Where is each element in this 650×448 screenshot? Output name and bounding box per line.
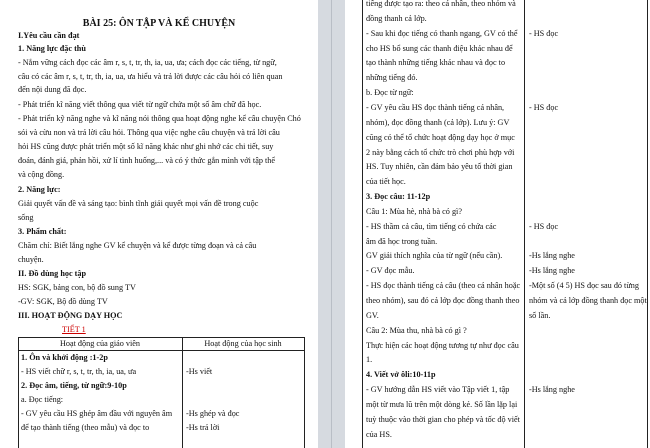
text-line: đoán, đánh giá, phản hồi, xử lí tình huống,... và có ý thức gắn mình với tập thể bbox=[18, 156, 275, 165]
section-heading: III. HOẠT ĐỘNG DẠY HỌC bbox=[18, 311, 123, 320]
table-border bbox=[524, 0, 525, 448]
table-cell: - HS đọc bbox=[529, 103, 559, 112]
table-cell: của HS. bbox=[366, 430, 392, 439]
table-cell: - GV hướng dẫn HS viết vào Tập viết 1, tập bbox=[366, 385, 510, 394]
text-line: sói và cừu non và trả lời câu hỏi. Thông qua việc nghe câu chuyện và trả lời câu bbox=[18, 128, 280, 137]
subsection-heading: 1. Năng lực đặc thù bbox=[18, 44, 86, 53]
table-cell: Thực hiện các hoạt động tương tự như đọc câu bbox=[366, 341, 519, 350]
table-cell: a. Đọc tiếng: bbox=[21, 395, 64, 404]
table-border bbox=[182, 337, 183, 448]
table-border bbox=[362, 0, 363, 448]
table-cell: 1. bbox=[366, 355, 373, 364]
text-line: - Nắm vững cách đọc các âm r, s, t, tr, th, ia, ua, ưa; cách đọc các tiếng, từ ngữ, bbox=[18, 58, 277, 67]
subsection-heading: 2. Năng lực: bbox=[18, 185, 61, 194]
table-cell: - HS thầm cả câu, tìm tiếng có chứa các bbox=[366, 222, 497, 231]
table-cell: -Một số (4 5) HS đọc sau đó từng bbox=[529, 281, 639, 290]
table-cell: - HS đọc bbox=[529, 222, 559, 231]
table-cell: Câu 2: Mùa thu, nhà bà có gì ? bbox=[366, 326, 467, 335]
table-border bbox=[18, 350, 305, 351]
text-line: đến nội dung đã đọc. bbox=[18, 85, 87, 94]
table-cell: Câu 1: Mùa hè, nhà bà có gì? bbox=[366, 207, 462, 216]
page-divider bbox=[331, 0, 332, 448]
table-cell: một từ mưa lũ trên một dòng kẻ. Số lần lặp lại bbox=[366, 400, 518, 409]
table-header-student: Hoạt động của học sinh bbox=[204, 339, 282, 348]
table-cell: 3. Đọc câu: 11-12p bbox=[366, 192, 431, 201]
text-line: và cộng đồng. bbox=[18, 170, 65, 179]
table-cell: âm đã học trong tuần. bbox=[366, 237, 438, 246]
table-cell: -Hs lắng nghe bbox=[529, 266, 575, 275]
table-cell: - GV đọc mẫu. bbox=[366, 266, 415, 275]
table-cell: cho HS bổ sung các thanh điệu khác nhau để bbox=[366, 44, 513, 53]
text-line: Chăm chỉ: Biết lắng nghe GV kể chuyện và kể được từng đoạn và cả câu bbox=[18, 241, 257, 250]
table-cell: theo nhóm), sau đó cả lớp đọc đồng thanh theo bbox=[366, 296, 520, 305]
table-cell: HS. Tuy nhiên, cần đảm bảo yêu tố thời gian bbox=[366, 162, 513, 171]
table-cell: -Hs viết bbox=[186, 367, 213, 376]
table-border bbox=[304, 337, 305, 448]
table-border bbox=[18, 337, 19, 448]
period-label: TIẾT 1 bbox=[62, 325, 86, 334]
table-cell: 2 này bằng cách tổ chức trò chơi phù hợp với bbox=[366, 148, 515, 157]
text-line: - Phát triển kỹ năng nghe và kĩ năng nói thông qua hoạt động nghe kể câu chuyện Chó bbox=[18, 114, 301, 123]
table-cell: những tiếng đó. bbox=[366, 73, 418, 82]
table-cell: đồng thanh cả lớp. bbox=[366, 14, 427, 23]
text-line: -GV: SGK, Bộ đồ dùng TV bbox=[18, 297, 108, 306]
table-cell: số lần. bbox=[529, 311, 551, 320]
table-cell: b. Đọc từ ngữ: bbox=[366, 88, 414, 97]
table-cell: tiếng được tạo ra: theo cá nhân, theo nhóm và bbox=[366, 0, 516, 8]
table-cell: cũng có thể tổ chức hoạt động dạy học ở mục bbox=[366, 133, 515, 142]
table-cell: 4. Viết vở ôli:10-11p bbox=[366, 370, 436, 379]
table-cell: - GV yêu cầu HS đọc thành tiếng cá nhân, bbox=[366, 103, 505, 112]
table-cell: của tiết học. bbox=[366, 177, 406, 186]
table-cell: - HS đọc bbox=[529, 29, 559, 38]
table-cell: - Sau khi đọc tiếng có thanh ngang, GV có thể bbox=[366, 29, 518, 38]
subsection-heading: 3. Phẩm chất: bbox=[18, 227, 67, 236]
table-cell: -Hs lắng nghe bbox=[529, 385, 575, 394]
table-cell: - HS đọc thành tiếng cả câu (theo cá nhân hoặc bbox=[366, 281, 521, 290]
text-line: chuyện. bbox=[18, 255, 44, 264]
text-line: - Phát triển kĩ năng viết thông qua viết từ ngữ chứa một số âm chữ đã học. bbox=[18, 100, 262, 109]
text-line: hỏi HS cũng được phát triển một số kĩ năng khác như ghi nhớ các chi tiết, suy bbox=[18, 142, 274, 151]
text-line: câu có các âm r, s, t, tr, th, ia, ua, ưa hiểu và trả lời được các câu hỏi có liên quan bbox=[18, 72, 283, 81]
table-cell: để tạo thành tiếng (theo mẫu) và đọc to bbox=[21, 423, 150, 432]
lesson-title: BÀI 25: ÔN TẬP VÀ KỂ CHUYỆN bbox=[82, 18, 236, 29]
table-cell: GV. bbox=[366, 311, 379, 320]
table-cell: nhóm và cả lớp đồng thanh đọc một bbox=[529, 296, 647, 305]
table-cell: tuỳ thuộc vào thời gian cho phép và tốc độ viết bbox=[366, 415, 520, 424]
table-cell: 2. Đọc âm, tiếng, từ ngữ:9-10p bbox=[21, 381, 127, 390]
table-cell: -Hs trả lời bbox=[186, 423, 220, 432]
table-cell: nhóm), đọc đồng thanh (cả lớp). Lưu ý: GV bbox=[366, 118, 510, 127]
document-page-left bbox=[0, 0, 318, 448]
text-line: HS: SGK, bảng con, bộ đồ sung TV bbox=[18, 283, 136, 292]
table-cell: -Hs ghép và đọc bbox=[186, 409, 240, 418]
text-line: Giải quyết vấn đề và sáng tạo: bình tĩnh giải quyết mọi vấn đề trong cuộc bbox=[18, 199, 259, 208]
table-cell: - HS viết chữ r, s, t, tr, th, ia, ua, ưa bbox=[21, 367, 137, 376]
table-cell: 1. Ôn và khởi động :1-2p bbox=[21, 353, 108, 362]
table-cell: - GV yêu cầu HS ghép âm đầu với nguyên âm bbox=[21, 409, 173, 418]
section-heading: I.Yêu cầu cần đạt bbox=[18, 31, 80, 40]
table-border bbox=[647, 0, 648, 448]
table-cell: tạo thành những tiếng khác nhau và đọc to bbox=[366, 58, 506, 67]
document-page-right bbox=[345, 0, 650, 448]
table-cell: GV giải thích nghĩa của từ ngữ (nếu cần). bbox=[366, 251, 503, 260]
table-header-teacher: Hoạt động của giáo viên bbox=[59, 339, 141, 348]
table-cell: -Hs lắng nghe bbox=[529, 251, 575, 260]
section-heading: II. Đồ dùng học tập bbox=[18, 269, 87, 278]
text-line: sống bbox=[18, 213, 34, 222]
